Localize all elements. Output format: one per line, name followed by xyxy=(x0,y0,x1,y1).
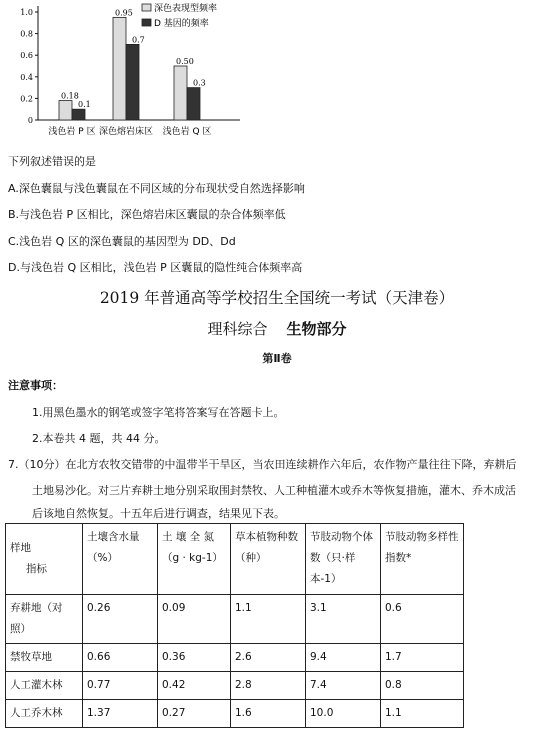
row-c2: 0.27 xyxy=(158,700,231,728)
bar-dark-phenotype xyxy=(113,17,126,120)
chart-plot xyxy=(20,2,240,137)
row-c1: 0.77 xyxy=(83,672,158,700)
row-c4: 9.4 xyxy=(306,644,381,672)
exam-title: 2019 年普通高等学校招生全国统一考试（天津卷） xyxy=(99,289,455,307)
header-site-cell xyxy=(6,524,83,595)
header-col4: 节肢动物个体数（只·样本-1） xyxy=(306,524,381,595)
question-stem: 下列叙述错误的是 xyxy=(8,155,96,168)
bar-dark-phenotype xyxy=(174,66,187,120)
row-c1: 0.66 xyxy=(83,644,158,672)
y-tick-label: 0 xyxy=(27,116,33,125)
legend-swatch xyxy=(142,4,151,11)
row-c4: 7.4 xyxy=(306,672,381,700)
y-tick-label: 0.6 xyxy=(20,51,33,61)
y-tick-label: 1.0 xyxy=(20,8,33,17)
subtitle-right: 生物部分 xyxy=(286,320,347,338)
subtitle-left: 理科综合 xyxy=(207,320,268,338)
category-label: 深色熔岩床区 xyxy=(98,127,154,137)
bar-value-label: 0.3 xyxy=(193,78,206,88)
row-site: 弃耕地（对照） xyxy=(6,595,83,644)
bar-d-gene xyxy=(187,88,200,120)
bar-chart xyxy=(0,0,290,150)
legend-swatch xyxy=(142,19,151,26)
row-c5: 1.1 xyxy=(381,700,464,728)
option-c: C.浅色岩 Q 区的深色囊鼠的基因型为 DD、Dd xyxy=(8,235,236,248)
q7-line-3: 后该地自然恢复。十五年后进行调查，结果见下表。 xyxy=(32,507,285,520)
row-site: 人工灌木林 xyxy=(6,672,83,700)
header-site: 样地 xyxy=(10,542,31,554)
notes-heading: 注意事项： xyxy=(8,379,63,392)
header-col1: 土壤含水量（%） xyxy=(83,524,158,595)
bar-value-label: 0.50 xyxy=(176,57,194,66)
bar-value-label: 0.7 xyxy=(132,35,145,45)
row-c4: 10.0 xyxy=(306,700,381,728)
legend-label: D 基因的频率 xyxy=(154,19,209,29)
row-site: 人工乔木林 xyxy=(6,700,83,728)
data-table xyxy=(5,523,464,728)
row-c1: 1.37 xyxy=(83,700,158,728)
row-c5: 0.6 xyxy=(381,595,464,644)
y-tick-label: 0.2 xyxy=(20,94,33,104)
row-c3: 2.6 xyxy=(231,644,306,672)
notes-item-2: 2.本卷共 4 题，共 44 分。 xyxy=(32,432,166,445)
option-d: D.与浅色岩 Q 区相比，浅色岩 P 区囊鼠的隐性纯合体频率高 xyxy=(8,261,303,274)
table-header-row xyxy=(6,524,464,595)
legend-label: 深色表现型频率 xyxy=(154,4,218,14)
header-col2: 土 壤 全 氮（g · kg-1） xyxy=(158,524,231,595)
row-c2: 0.42 xyxy=(158,672,231,700)
row-c5: 1.7 xyxy=(381,644,464,672)
y-tick-label: 0.8 xyxy=(20,29,33,39)
row-c3: 1.1 xyxy=(231,595,306,644)
table-row xyxy=(6,644,464,672)
bar-dark-phenotype xyxy=(59,101,72,120)
table-row xyxy=(6,595,464,644)
volume-label: 第Ⅱ卷 xyxy=(262,352,292,365)
y-tick-label: 0.4 xyxy=(20,72,33,82)
bar-d-gene xyxy=(126,44,139,120)
option-b: B.与浅色岩 P 区相比，深色熔岩床区囊鼠的杂合体频率低 xyxy=(8,208,286,221)
bar-value-label: 0.18 xyxy=(61,91,79,101)
category-label: 浅色岩 P 区 xyxy=(48,127,96,137)
exam-subtitle xyxy=(0,318,554,339)
table-row xyxy=(6,700,464,728)
table-row xyxy=(6,672,464,700)
row-c5: 0.8 xyxy=(381,672,464,700)
bar-value-label: 0.1 xyxy=(78,100,91,110)
bar-value-label: 0.95 xyxy=(115,8,133,18)
row-c2: 0.36 xyxy=(158,644,231,672)
header-col3: 草本植物种数（种） xyxy=(231,524,306,595)
bar-d-gene xyxy=(72,109,85,120)
header-indicator: 指标 xyxy=(26,563,47,575)
row-c1: 0.26 xyxy=(83,595,158,644)
category-label: 浅色岩 Q 区 xyxy=(162,127,212,137)
option-a: A.深色囊鼠与浅色囊鼠在不同区域的分布现状受自然选择影响 xyxy=(8,182,305,195)
row-c4: 3.1 xyxy=(306,595,381,644)
notes-item-1: 1.用黑色墨水的钢笔或签字笔将答案写在答题卡上。 xyxy=(32,406,285,419)
q7-line-2: 土地易沙化。对三片弃耕土地分别采取围封禁牧、人工种植灌木或乔木等恢复措施，灌木、乔木成活 xyxy=(32,484,516,497)
row-c3: 1.6 xyxy=(231,700,306,728)
row-site: 禁牧草地 xyxy=(6,644,83,672)
row-c2: 0.09 xyxy=(158,595,231,644)
q7-line-1: 7.（10分）在北方农牧交错带的中温带半干旱区，当农田连续耕作六年后，农作物产量往往下降，弃耕后 xyxy=(8,458,517,471)
row-c3: 2.8 xyxy=(231,672,306,700)
header-col5: 节肢动物多样性指数* xyxy=(381,524,464,595)
